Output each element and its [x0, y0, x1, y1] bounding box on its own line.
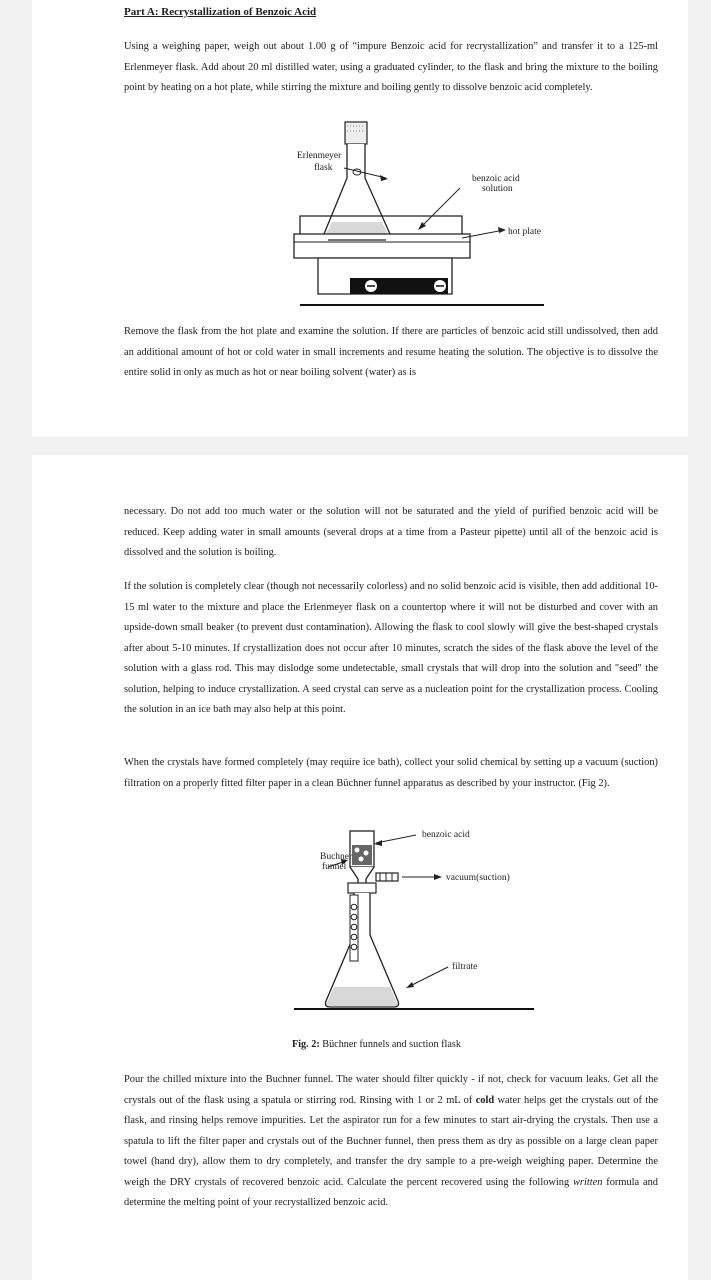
label-benzoic-acid-fig2: benzoic acid: [422, 830, 470, 840]
paragraph-remove-flask: Remove the flask from the hot plate and examine the solution. If there are particles of benzoic acid still undissolved, then add an additional amount of hot or cold water in small increments and resume heating the solution. The objective is to dissolve the entire solid in only as much as hot or near boiling solvent (water) as is: [124, 326, 658, 378]
label-benzoic-acid: benzoic acid: [472, 174, 520, 184]
label-hot-plate: hot plate: [508, 227, 541, 237]
paragraph-crystallization: If the solution is completely clear (though not necessarily colorless) and no solid benzoic acid is visible, then add additional 10-15 ml water to the mixture and place the Erlenmeyer flask on a countertop where it will not be disturbed and cover with an upside-down small beaker (to prevent dust contamination). Allowing the flask to cool slowly will give the best-shaped crystals after about 5-10 minutes. If crystallization does not occur after 10 minutes, scratch the sides of the flask above the level of the solution with a glass rod. This may dislodge some undetectable, small crystals that will drop into the solution and "seed" the solution, helping to induce crystallization. A seed crystal can serve as a nucleation point for the crystallization process. Cooling the solution in an ice bath may also help at this point.: [124, 581, 658, 715]
label-vacuum: vacuum(suction): [446, 873, 510, 883]
paragraph-weigh: Using a weighing paper, weigh out about 1.00 g of “impure Benzoic acid for recrystallization” and transfer it to a 125-ml Erlenmeyer flask. Add about 20 ml distilled water, using a graduated cylinder, to the flask and bring the mixture to the boiling point by heating on a hot plate, while stirring the mixture and boiling gently to dissolve benzoic acid completely.: [124, 41, 658, 93]
document-page-1: [32, 0, 688, 437]
paragraph-necessary: necessary. Do not add too much water or the solution will not be saturated and the yield of purified benzoic acid will be reduced. Keep adding water in small amounts (several drops at a time from a Pasteur pipette) until all of the benzoic acid is dissolved and the solution is boiling.: [124, 506, 658, 558]
paragraph-pour-mixture: Pour the chilled mixture into the Buchner funnel. The water should filter quickly - if not, check for vacuum leaks. Get all the crystals out of the flask using a spatula or stirring rod. Rinsing with 1 or 2 mL of cold water helps get the crystals out of the flask, and rinsing helps remove impurities. Let the aspirator run for a few minutes to start air-drying the crystals. Then use a spatula to lift the filter paper and crystals out of the Buchner funnel, then press them as dry as possible on a large clean paper towel (hand dry), allow them to dry completely, and transfer the dry sample to a pre-weigh weighing paper. Determine the weigh the DRY crystals of recovered benzoic acid. Calculate the percent recovered using the following written formula and determine the melting point of your recrystallized benzoic acid.: [124, 1074, 658, 1208]
label-flask: flask: [314, 163, 333, 173]
document-page-2: [32, 455, 688, 1280]
paragraph-vacuum-filtration: When the crystals have formed completely (may require ice bath), collect your solid chemical by setting up a vacuum (suction) filtration on a properly fitted filter paper in a clean Büchner funnel apparatus as described by your instructor. (Fig 2).: [124, 757, 658, 789]
label-solution: solution: [482, 184, 513, 194]
hot-plate-figure: [252, 118, 552, 310]
label-buchner: Buchner: [320, 852, 353, 862]
buchner-funnel-figure: [262, 823, 562, 1035]
label-filtrate: filtrate: [452, 962, 478, 972]
label-erlenmeyer: Erlenmeyer: [297, 151, 342, 161]
label-funnel: funnel: [322, 862, 347, 872]
section-title: Part A: Recrystallization of Benzoic Acid: [124, 6, 317, 18]
figure-caption: Fig. 2: Büchner funnels and suction flask: [292, 1039, 461, 1050]
